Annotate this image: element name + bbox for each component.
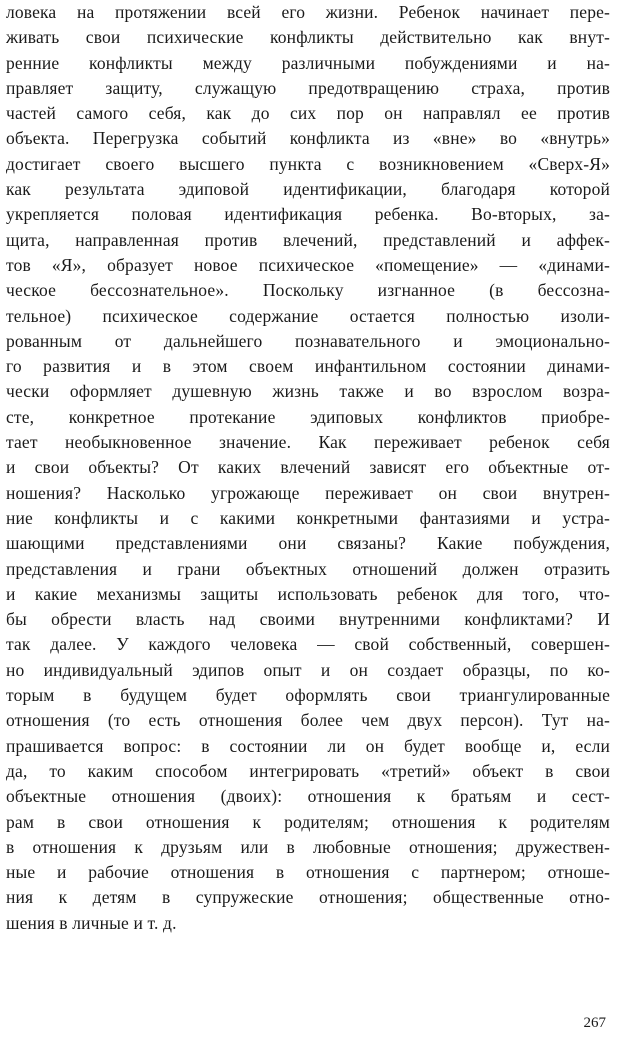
text-line: ческое бессознательное». Поскольку изгнанное (в бессозна- — [6, 280, 610, 301]
text-line: ния к детям в супружеские отношения; общественные отно- — [6, 887, 610, 908]
text-line: рованным от дальнейшего познавательного и эмоционально- — [6, 330, 610, 351]
text-line: отношения (то есть отношения более чем двух персон). Тут на- — [6, 710, 610, 731]
text-line: как результата эдиповой идентификации, благодаря которой — [6, 179, 610, 200]
text-line: живать свои психические конфликты действительно как внут- — [6, 27, 610, 48]
text-line: достигает своего высшего пункта с возникновением «Сверх-Я» — [6, 153, 610, 174]
text-line: ношения? Насколько угрожающе переживает он свои внутрен- — [6, 482, 610, 503]
text-line: чески оформляет душевную жизнь также и во взрослом возра- — [6, 381, 610, 402]
text-line: ренние конфликты между различными побуждениями и на- — [6, 52, 610, 73]
text-line: шающими представлениями они связаны? Какие побуждения, — [6, 533, 610, 554]
text-line: объектные отношения (двоих): отношения к братьям и сест- — [6, 786, 610, 807]
text-line: так далее. У каждого человека — свой собственный, совершен- — [6, 634, 610, 655]
text-line: частей самого себя, как до сих пор он направлял ее против — [6, 103, 610, 124]
text-line: укрепляется половая идентификация ребенка. Во-вторых, за- — [6, 204, 610, 225]
text-line: тов «Я», образует новое психическое «помещение» — «динами- — [6, 254, 610, 275]
text-line: щита, направленная против влечений, представлений и аффек- — [6, 229, 610, 250]
text-line: представления и грани объектных отношений должен отразить — [6, 558, 610, 579]
page-number: 267 — [583, 1015, 606, 1031]
text-line: рам в свои отношения к родителям; отношения к родителям — [6, 811, 610, 832]
text-line: го развития и в этом своем инфантильном состоянии динами- — [6, 356, 610, 377]
text-line: и свои объекты? От каких влечений зависят его объектные от- — [6, 457, 610, 478]
text-line: ные и рабочие отношения в отношения с партнером; отноше- — [6, 862, 610, 883]
text-line: объекта. Перегрузка событий конфликта из «вне» во «внутрь» — [6, 128, 610, 149]
text-line: но индивидуальный эдипов опыт и он создает образцы, по ко- — [6, 659, 610, 680]
text-line: правляет защиту, служащую предотвращению страха, против — [6, 77, 610, 98]
text-line: прашивается вопрос: в состоянии ли он будет вообще и, если — [6, 735, 610, 756]
text-line: да, то каким способом интегрировать «третий» объект в свои — [6, 760, 610, 781]
text-line: и какие механизмы защиты использовать ребенок для того, что- — [6, 583, 610, 604]
text-line: торым в будущем будет оформлять свои триангулированные — [6, 685, 610, 706]
text-line: тает необыкновенное значение. Как переживает ребенок себя — [6, 432, 610, 453]
text-line: бы обрести власть над своими внутренними конфликтами? И — [6, 609, 610, 630]
text-line: сте, конкретное протекание эдиповых конфликтов приобре- — [6, 406, 610, 427]
text-line: ловека на протяжении всей его жизни. Ребенок начинает пере- — [6, 2, 610, 22]
body-text — [6, 0, 610, 936]
text-line: в отношения к друзьям или в любовные отношения; дружествен- — [6, 836, 610, 857]
text-line: тельное) психическое содержание остается полностью изоли- — [6, 305, 610, 326]
text-line: ние конфликты и с какими конкретными фантазиями и устра- — [6, 507, 610, 528]
text-line: шения в личные и т. д. — [6, 912, 177, 933]
